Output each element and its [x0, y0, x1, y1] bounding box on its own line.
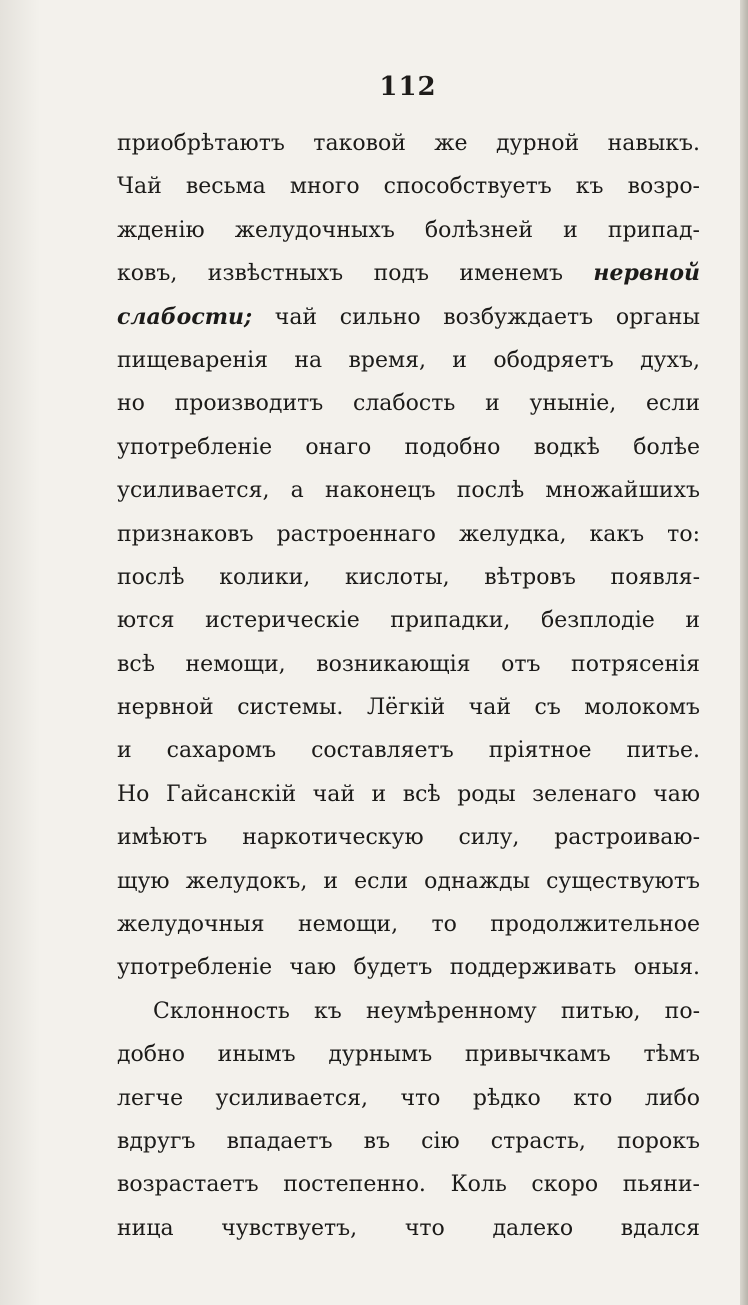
page-gutter-shadow	[0, 0, 40, 1305]
text-line	[117, 339, 700, 382]
text-segment: приобрѣтаютъ таковой же дурной навыкъ.	[117, 131, 700, 156]
text-segment: употребленіе чаю будетъ поддерживать оныя.	[117, 955, 700, 981]
text-line	[117, 165, 700, 208]
text-segment: ковъ, извѣстныхъ подъ именемъ	[117, 261, 594, 287]
text-line	[117, 729, 700, 772]
text-segment: Но Гайсанскій чай и всѣ роды зеленаго чаю	[117, 781, 700, 807]
text-line	[117, 1033, 700, 1076]
emphasized-text: слабости;	[117, 303, 253, 330]
text-segment: возрастаетъ постепенно. Коль скоро пьяни-	[117, 1172, 700, 1198]
text-line	[117, 296, 700, 339]
text-segment: добно инымъ дурнымъ привычкамъ тѣмъ	[117, 1042, 700, 1068]
text-line	[117, 252, 700, 295]
text-line	[117, 1077, 700, 1120]
text-line	[117, 903, 700, 946]
text-segment: нервной системы. Лёгкій чай съ молокомъ	[117, 695, 700, 721]
text-segment: употребленіе онаго подобно водкѣ болѣе	[117, 434, 700, 460]
text-segment: всѣ немощи, возникающія отъ потрясенія	[117, 651, 700, 677]
text-line	[117, 1120, 700, 1163]
text-segment: но производитъ слабость и уныніе, если	[117, 391, 700, 417]
text-line	[117, 599, 700, 642]
text-line	[117, 513, 700, 556]
text-line	[117, 1163, 700, 1206]
text-line	[117, 1207, 700, 1250]
text-segment: послѣ колики, кислоты, вѣтровъ появля-	[117, 564, 700, 590]
text-segment: признаковъ растроеннаго желудка, какъ то:	[117, 521, 700, 547]
text-segment: ются истерическіе припадки, безплодіе и	[117, 608, 700, 634]
page-number: 112	[379, 72, 437, 102]
text-segment: Чай весьма много способствуетъ къ возро-	[117, 174, 700, 200]
emphasized-text: нервной	[593, 260, 700, 287]
text-segment: ница чувствуетъ, что далеко вдался	[117, 1215, 700, 1241]
text-line	[117, 643, 700, 686]
text-segment: чай сильно возбуждаетъ органы	[252, 304, 700, 330]
text-segment: желудочныя немощи, то продолжительное	[117, 912, 700, 938]
text-line	[117, 209, 700, 252]
text-segment: имѣютъ наркотическую силу, растроиваю-	[117, 825, 700, 851]
text-segment: жденію желудочныхъ болѣзней и припад-	[117, 217, 700, 243]
page-edge	[740, 0, 748, 1305]
text-segment: пищеваренія на время, и ободряетъ духъ,	[117, 347, 700, 373]
text-segment: и сахаромъ составляетъ пріятное питье.	[117, 738, 700, 764]
text-segment: легче усиливается, что рѣдко кто либо	[117, 1085, 700, 1111]
text-line	[117, 122, 700, 165]
body-text	[117, 122, 700, 1250]
text-line	[117, 946, 700, 989]
text-line	[117, 426, 700, 469]
text-line	[117, 469, 700, 512]
text-line	[117, 686, 700, 729]
text-segment: Склонность къ неумѣренному питью, по-	[153, 998, 700, 1024]
text-segment: усиливается, а наконецъ послѣ множайшихъ	[117, 478, 700, 504]
text-line	[117, 860, 700, 903]
text-segment: вдругъ впадаетъ въ сію страсть, порокъ	[117, 1128, 700, 1154]
text-line	[117, 990, 700, 1033]
text-line	[117, 382, 700, 425]
text-line	[117, 556, 700, 599]
text-line	[117, 816, 700, 859]
text-segment: щую желудокъ, и если однажды существуютъ	[117, 868, 700, 894]
text-line	[117, 773, 700, 816]
